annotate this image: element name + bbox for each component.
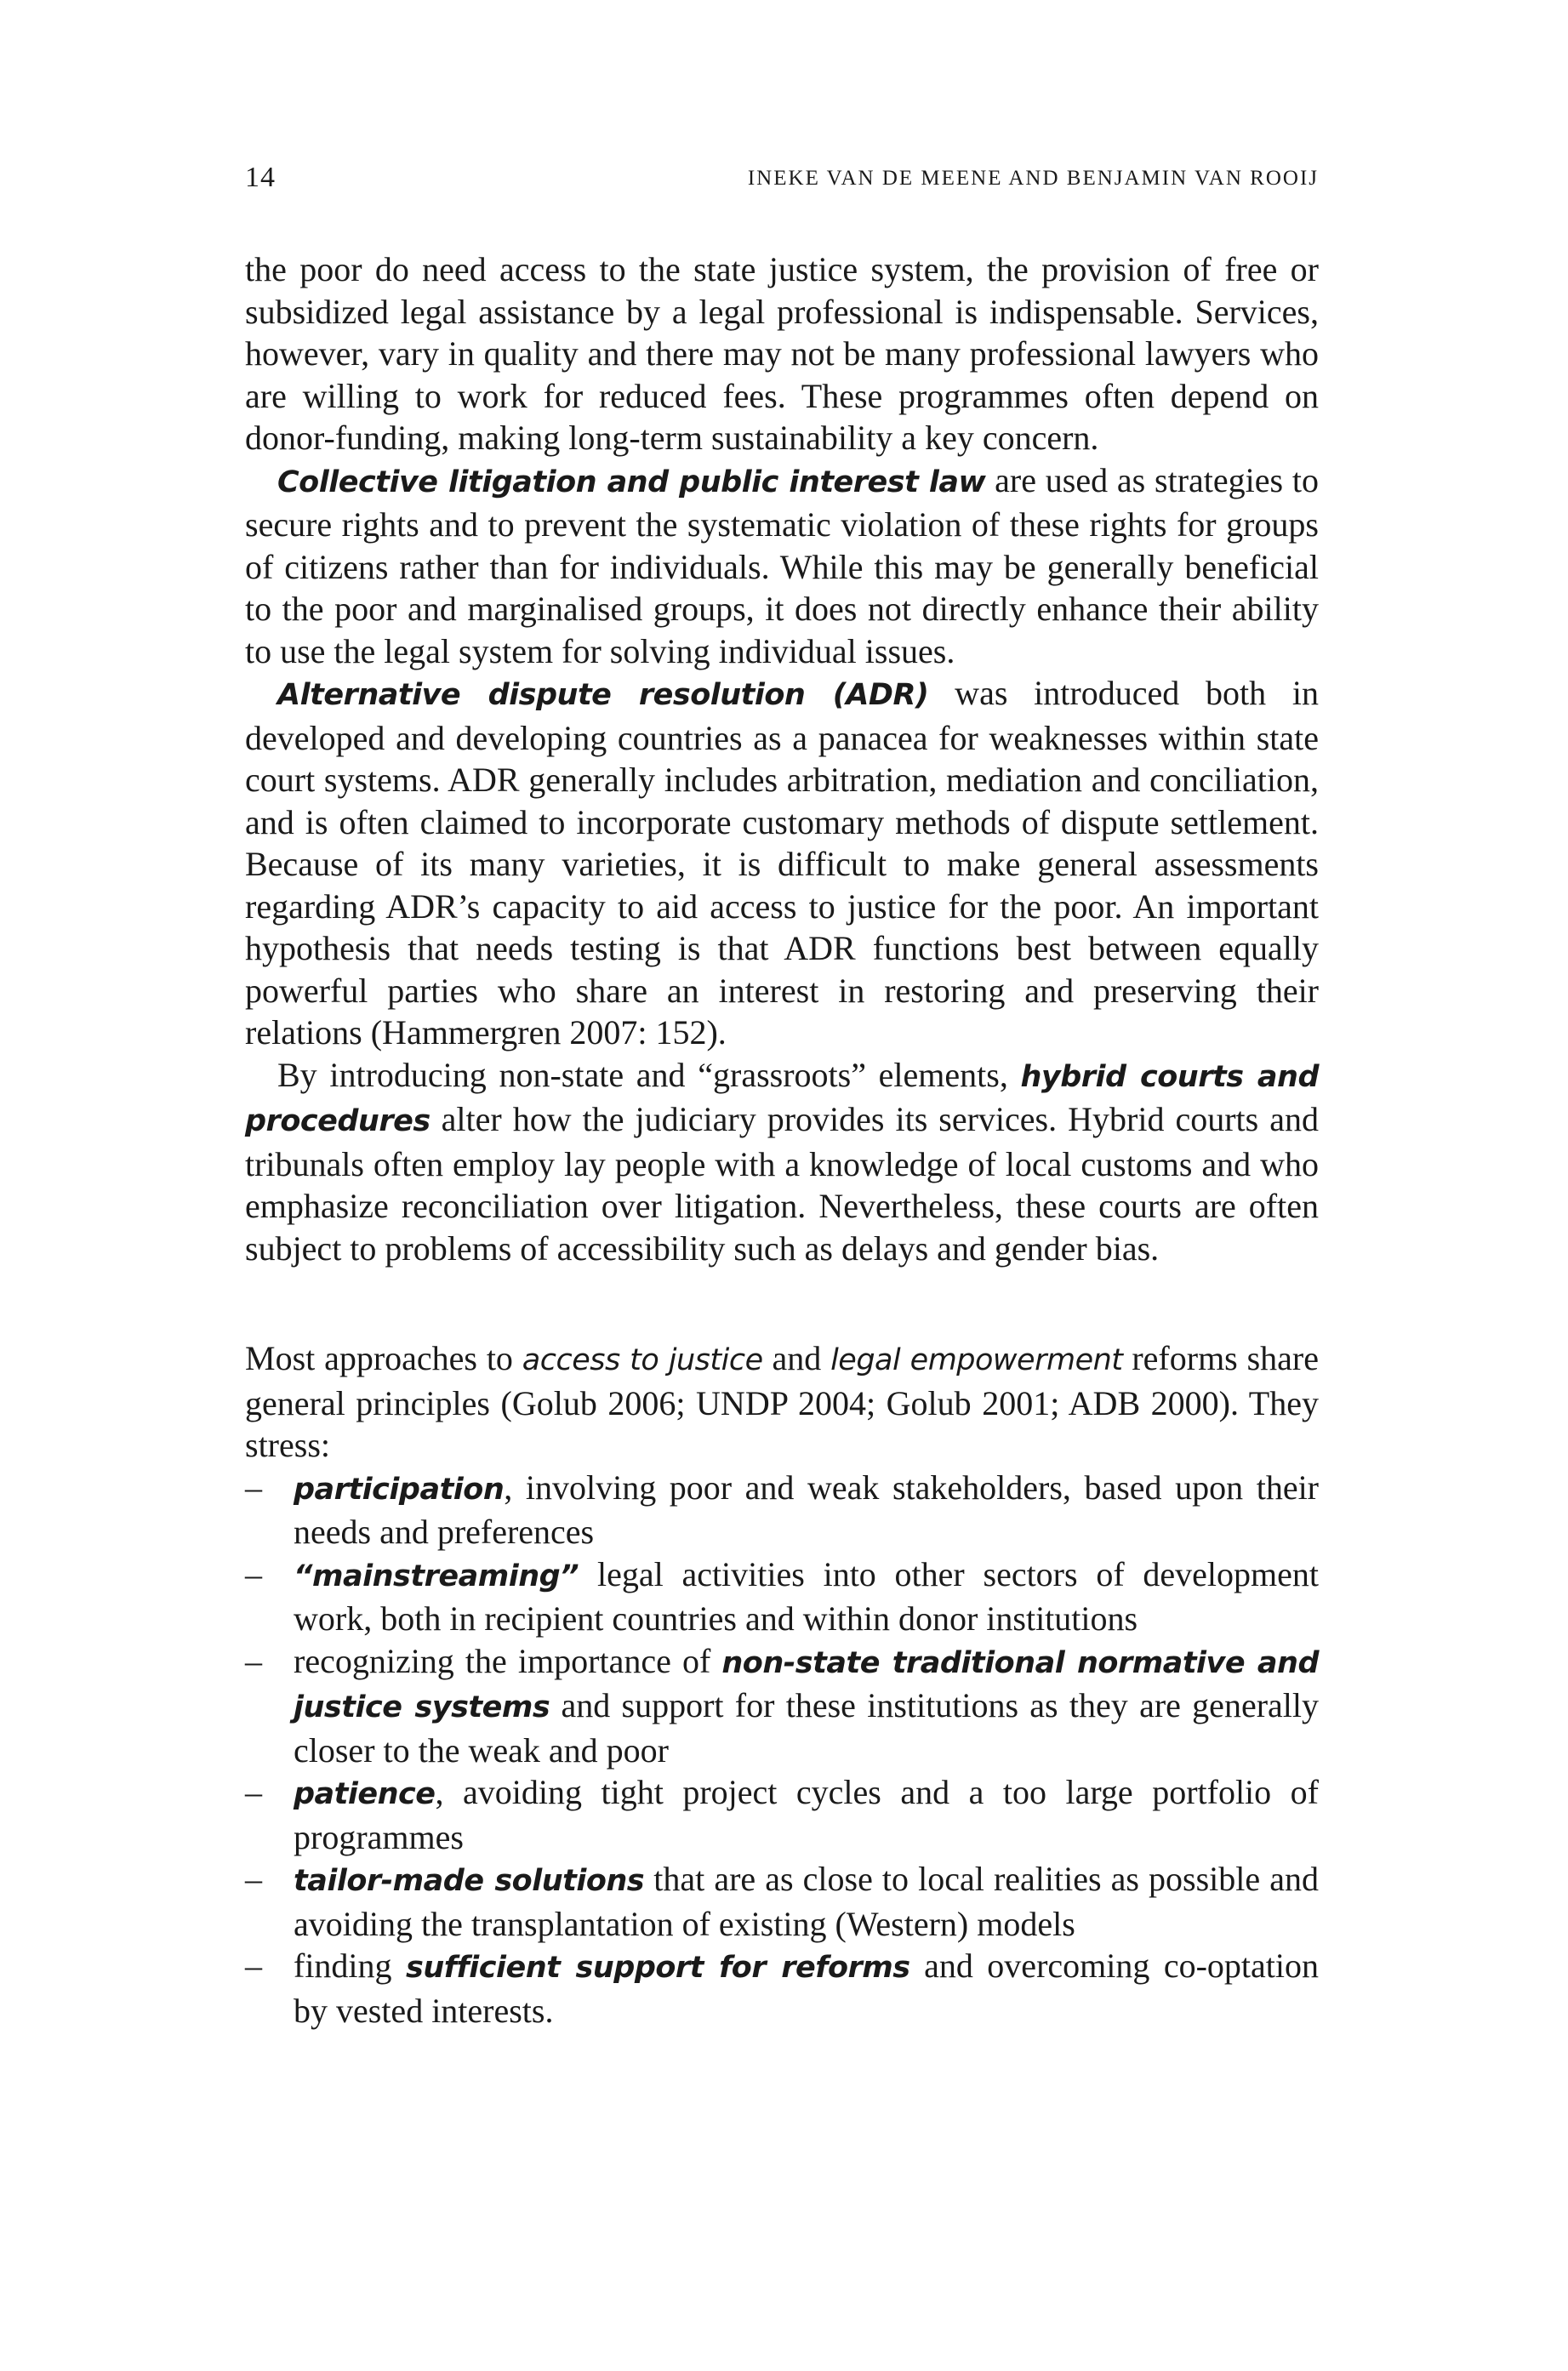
page-number: 14 xyxy=(245,162,276,193)
section-break xyxy=(245,1269,1319,1337)
paragraph xyxy=(245,248,1319,459)
dash-bullet-icon: – xyxy=(245,1860,262,1898)
key-term: Alternative dispute resolution (ADR) xyxy=(277,678,929,712)
key-term: “mainstreaming” xyxy=(294,1559,579,1593)
paragraph xyxy=(245,459,1319,673)
dash-bullet-icon: – xyxy=(245,1773,262,1811)
key-term: sufficient support for reforms xyxy=(406,1951,910,1985)
list-item-text: and overcoming co-optation by vested interests. xyxy=(294,1946,1320,2030)
key-term: tailor-made solutions xyxy=(294,1864,645,1898)
list-item xyxy=(245,1640,1319,1772)
key-term: Collective litigation and public interest law xyxy=(277,465,986,499)
page-header xyxy=(245,162,1319,204)
dash-bullet-icon: – xyxy=(245,1554,262,1593)
paragraph-text: alter how the judiciary provides its services. Hybrid courts and tribunals often employ lay people with a knowledge of local customs and who emphasize reconciliation over litigation. Nevertheless, these courts are often subject to problems of accessibility such as delays and gender bias. xyxy=(245,1100,1319,1268)
list-item-text: legal activities into other sectors of development work, both in recipient countries and within donor institutions xyxy=(294,1554,1319,1638)
list-item xyxy=(245,1945,1319,2032)
key-term: participation xyxy=(294,1472,505,1507)
paragraph-text: By introducing non-state and “grassroots” elements, xyxy=(277,1055,1021,1094)
list-item xyxy=(245,1858,1319,1945)
paragraph-text: are used as strategies to secure rights and to prevent the systematic violation of these rights for groups of citizens rather than for individuals. While this may be generally beneficial to the poor and marginalised groups, it does not directly enhance their ability to use the legal system for solving individual issues. xyxy=(245,460,1320,670)
dash-bullet-icon: – xyxy=(245,1641,262,1680)
paragraph-text: was introduced both in developed and developing countries as a panacea for weaknesses within state court systems. ADR generally includes arbitration, mediation and conciliation, and is often claimed to incorporate customary methods of dispute settlement. Because of its many varieties, it is difficult to make general assessments regarding ADR’s capacity to aid access to justice for the poor. An important hypothesis that needs testing is that ADR functions best between equally powerful parties who share an interest in restoring and preserving their relations (Hammergren 2007: 152). xyxy=(245,674,1319,1052)
list-item-text: and support for these institutions as they are generally closer to the weak and poor xyxy=(294,1686,1319,1770)
paragraph-text: reforms share general principles (Golub 2006; UNDP 2004; Golub 2001; ADB 2000). They stress: xyxy=(245,1339,1319,1464)
list-item-text: recognizing the importance of xyxy=(294,1641,722,1680)
list-item xyxy=(245,1771,1319,1858)
body-text xyxy=(245,248,1319,2032)
list-item xyxy=(245,1467,1319,1553)
paragraph-text: and xyxy=(762,1339,831,1377)
list-item xyxy=(245,1553,1319,1640)
dash-bullet-icon: – xyxy=(245,1468,262,1507)
principles-list xyxy=(245,1467,1319,2032)
list-item-text: , involving poor and weak stakeholders, based upon their needs and preferences xyxy=(294,1468,1319,1551)
list-item-text: that are as close to local realities as possible and avoiding the transplantation of existing (Western) models xyxy=(294,1860,1320,1943)
paragraph-text: the poor do need access to the state justice system, the provision of free or subsidized legal assistance by a legal professional is indispensable. Services, however, vary in quality and there may not be many professional lawyers who are willing to work for reduced fees. These programmes often depend on donor-funding, making long-term sustainability a key concern. xyxy=(245,250,1319,457)
paragraph xyxy=(245,1337,1319,1467)
paragraph-text: Most approaches to xyxy=(245,1339,522,1377)
dash-bullet-icon: – xyxy=(245,1946,262,1985)
paragraph xyxy=(245,1054,1319,1270)
running-head: INEKE VAN DE MEENE AND BENJAMIN VAN ROOIJ xyxy=(747,167,1319,190)
emphasis-term: access to justice xyxy=(522,1343,763,1377)
key-term: patience xyxy=(294,1777,436,1811)
key-term: hybrid courts and procedures xyxy=(245,1059,1319,1138)
emphasis-term: legal empowerment xyxy=(830,1343,1123,1377)
paragraph xyxy=(245,672,1319,1054)
list-item-text: finding xyxy=(294,1946,407,1985)
key-term: non-state traditional normative and justice systems xyxy=(294,1645,1319,1724)
list-item-text: , avoiding tight project cycles and a too large portfolio of programmes xyxy=(294,1773,1319,1856)
